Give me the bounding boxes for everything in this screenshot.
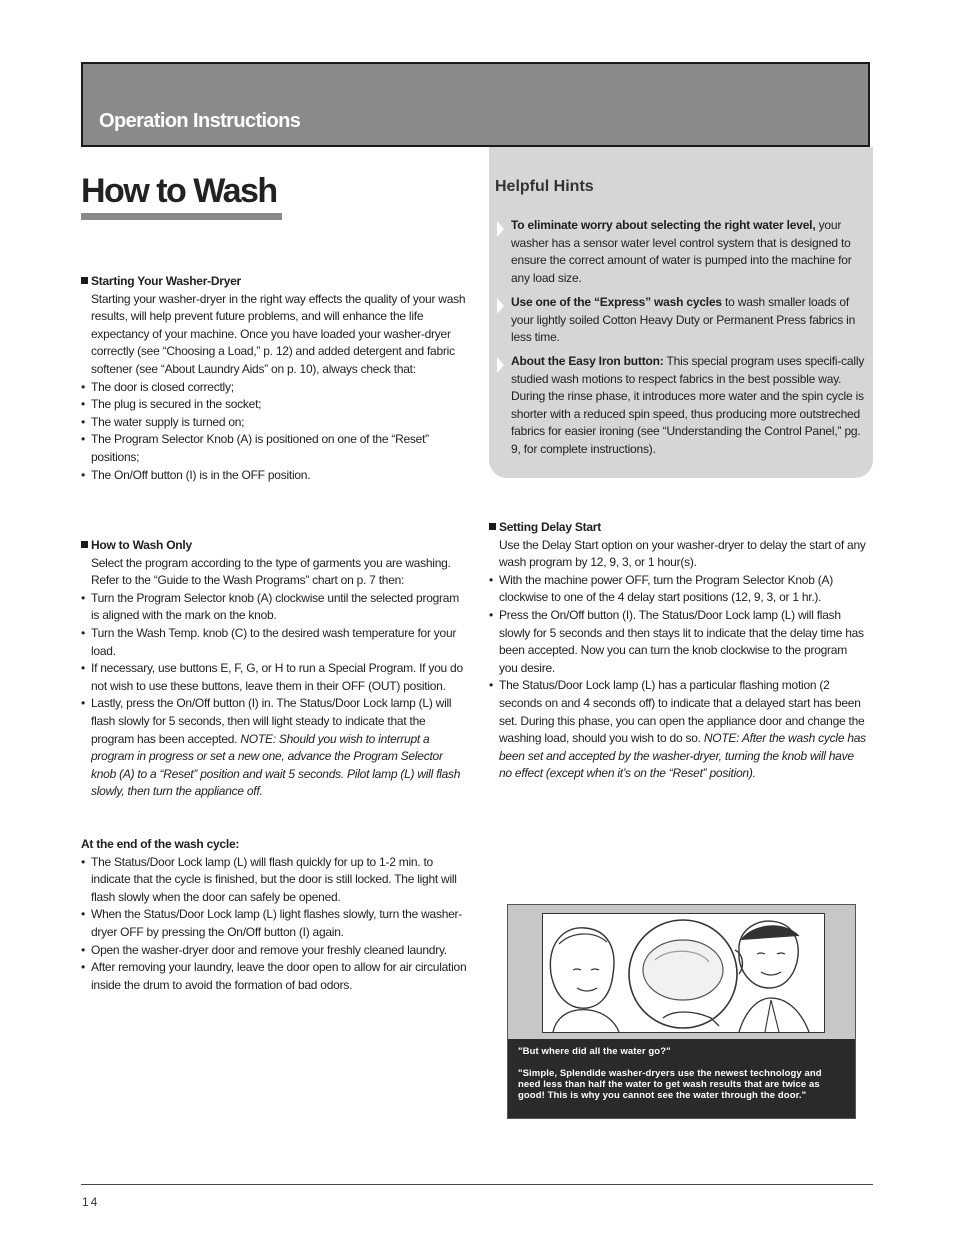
section-heading: At the end of the wash cycle:: [81, 837, 240, 851]
section-heading: [489, 519, 867, 537]
list-item: • The water supply is turned on;: [81, 414, 467, 432]
illustration-box: [507, 904, 856, 1119]
list-item: • The On/Off button (I) is in the OFF position.: [81, 467, 467, 485]
section-intro: Use the Delay Start option on your washer-dryer to delay the start of any wash program by 12, 9, 3, or 1 hour(s).: [499, 537, 866, 570]
hint-lead: To eliminate worry about selecting the right water level,: [511, 218, 816, 232]
section-heading: [81, 273, 467, 291]
hints-title: Helpful Hints: [495, 178, 594, 195]
steps-list: [489, 572, 867, 783]
helpful-hints-panel: [489, 147, 873, 478]
list-item: • The Program Selector Knob (A) is positioned on one of the “Reset” positions;: [81, 431, 467, 466]
list-item: • Turn the Program Selector knob (A) clockwise until the selected program is aligned with the mark on the knob.: [81, 590, 467, 625]
hint-text: This special program uses specifi-cally studied wash motions to respect fabrics in the best possible way. During the rinse phase, it introduces more water and the spin cycle is shorter with a reduced spin speed, thus producing more outstreched fabrics for easier ironing (see “Understanding the Control Panel,” pg. 9, for complete instructions).: [511, 354, 865, 456]
title-underline: [81, 213, 282, 220]
list-item: • After removing your laundry, leave the door open to allow for air circulation inside the drum to avoid the formation of bad odors.: [81, 959, 467, 994]
caption-body: "Simple, Splendide washer-dryers use the newest technology and need less than half the water to get wash results that are twice as good! This is why you cannot see the water through the door.": [518, 1068, 822, 1101]
step-text: Lastly, press the On/Off button (I) in. The Status/Door Lock lamp (L) will flash slowly for 5 seconds, then will light steady to indicate that the program has been accepted.: [91, 696, 452, 746]
step-text: The Status/Door Lock lamp (L) has a particular flashing motion (2 seconds on and 4 seconds off) to indicate that a delayed start has been set. During this phase, you can open the appliance door and change the washing load, should you wish to do so.: [499, 678, 865, 746]
list-item: • When the Status/Door Lock lamp (L) light flashes slowly, turn the washer-dryer OFF by pressing the On/Off button (I) again.: [81, 906, 467, 941]
arrow-icon: [497, 357, 504, 373]
hint-item: [511, 294, 871, 347]
cartoon-illustration: [543, 914, 824, 1032]
hint-text: your washer has a sensor water level control system that is designed to ensure the correct amount of water is pumped into the machine for any load size.: [511, 218, 852, 285]
heading-text: Setting Delay Start: [499, 520, 601, 534]
steps-list: [81, 590, 467, 801]
steps-list: [81, 854, 467, 995]
list-item: • Open the washer-dryer door and remove your freshly cleaned laundry.: [81, 942, 467, 960]
list-item: • The door is closed correctly;: [81, 379, 467, 397]
section-heading: [81, 537, 467, 555]
section-intro: Select the program according to the type of garments you are washing. Refer to the “Guide to the Wash Programs” chart on p. 7 then:: [91, 555, 451, 588]
illustration-caption: [508, 1039, 855, 1118]
list-item: • Press the On/Off button (I). The Status/Door Lock lamp (L) will flash slowly for 5 seconds and then stays lit to indicate that the delay time has been accepted. Now you can turn the knob clockwise to the program you desire.: [489, 607, 867, 677]
delay-start-section: [489, 519, 867, 783]
list-item: • With the machine power OFF, turn the Program Selector Knob (A) clockwise to one of the 4 delay start positions (12, 9, 3, or 1 hr.).: [489, 572, 867, 607]
page-title: How to Wash: [81, 172, 277, 210]
heading-text: How to Wash Only: [91, 538, 192, 552]
page-number: 14: [82, 1195, 100, 1209]
banner-title: Operation Instructions: [99, 110, 301, 132]
illustration-image: [542, 913, 825, 1033]
square-bullet-icon: [81, 541, 88, 548]
caption-quote: "But where did all the water go?": [518, 1046, 671, 1057]
list-item: • Turn the Wash Temp. knob (C) to the desired wash temperature for your load.: [81, 625, 467, 660]
hint-text: to wash smaller loads of your lightly soiled Cotton Heavy Duty or Permanent Press fabrics in less time.: [511, 295, 856, 345]
arrow-icon: [497, 298, 504, 314]
list-item: • The Status/Door Lock lamp (L) will flash quickly for up to 1-2 min. to indicate that the cycle is finished, but the door is still locked. The light will flash slowly when the door can safely be opened.: [81, 854, 467, 907]
list-item: [489, 677, 867, 783]
square-bullet-icon: [489, 523, 496, 530]
hint-lead: Use one of the “Express” wash cycles: [511, 295, 722, 309]
note-text: NOTE: After the wash cycle has been set and accepted by the washer-dryer, turning the knob will have no effect (except when it’s on the “Reset” position).: [499, 731, 866, 781]
list-item: • The plug is secured in the socket;: [81, 396, 467, 414]
footer-divider: [81, 1184, 873, 1185]
section-banner: [81, 62, 870, 147]
hint-item: [511, 353, 871, 459]
square-bullet-icon: [81, 277, 88, 284]
section-intro: Starting your washer-dryer in the right way effects the quality of your wash results, will help prevent future problems, and will enhance the life expectancy of your machine. Once you have loaded your washer-dryer correctly (see “Choosing a Load,” p. 12) and added detergent and fabric softener (see “About Laundry Aids” on p. 10), always check that:: [91, 291, 466, 376]
note-text: NOTE: Should you wish to interrupt a program in progress or set a new one, advance the Program Selector knob (A) to a “Reset” position and wait 5 seconds. Pilot lamp (L) will flash slowly, then turn the appliance off.: [91, 731, 461, 799]
list-item: [81, 695, 467, 801]
wash-only-section: [81, 537, 467, 801]
list-item: • If necessary, use buttons E, F, G, or H to run a Special Program. If you do not wish to use these buttons, leave them in their OFF (OUT) position.: [81, 660, 467, 695]
checklist: [81, 379, 467, 485]
heading-text: Starting Your Washer-Dryer: [91, 274, 241, 288]
end-cycle-section: [81, 836, 467, 994]
starting-section: [81, 273, 467, 484]
hint-lead: About the Easy Iron button:: [511, 354, 664, 368]
arrow-icon: [497, 221, 504, 237]
hint-item: [511, 217, 871, 287]
